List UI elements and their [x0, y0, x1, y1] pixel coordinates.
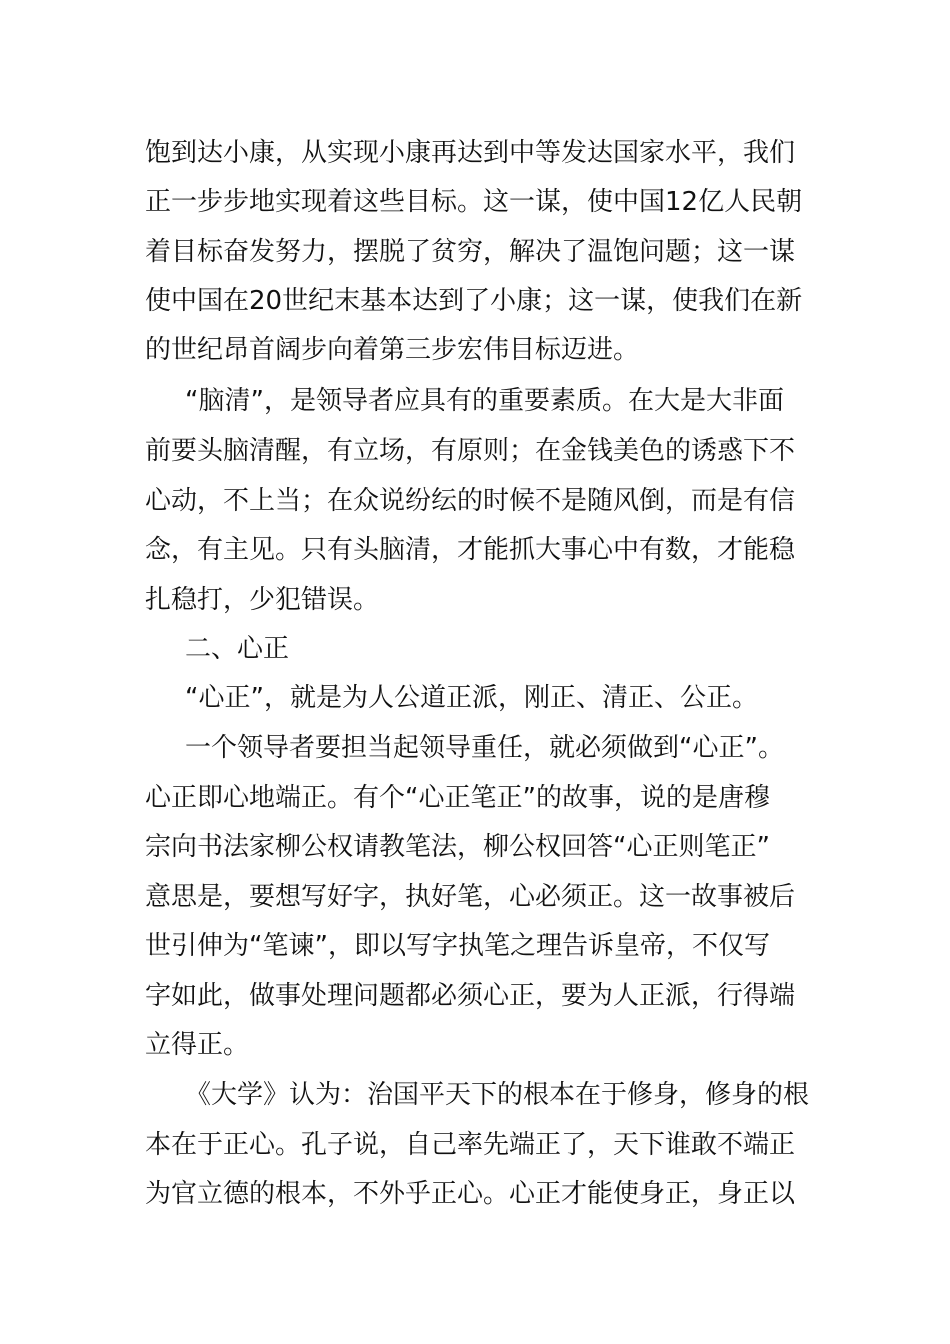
text-line: 为官立德的根本，不外乎正心。心正才能使身正，身正以	[145, 1179, 796, 1209]
text-line: 的世纪昂首阔步向着第三步宏伟目标迈进。	[145, 335, 640, 365]
paragraph-start-line: 《大学》认为：治国平天下的根本在于修身，修身的根	[185, 1080, 810, 1110]
text-line: 意思是，要想写好字，执好笔，心必须正。这一故事被后	[145, 882, 796, 912]
text-line: 心动，不上当；在众说纷纭的时候不是随风倒，而是有信	[145, 486, 796, 516]
text-line: 前要头脑清醒，有立场，有原则；在金钱美色的诱惑下不	[145, 436, 796, 466]
text-line: 字如此，做事处理问题都必须心正，要为人正派，行得端	[145, 981, 796, 1011]
text-line: 扎稳打，少犯错误。	[145, 585, 380, 615]
text-line: 心正即心地端正。有个“心正笔正”的故事，说的是唐穆	[145, 783, 770, 813]
text-line: 着目标奋发努力，摆脱了贫穷，解决了温饱问题；这一谋	[145, 237, 796, 267]
text-line: 立得正。	[145, 1030, 250, 1060]
text-line: 念，有主见。只有头脑清，才能抓大事心中有数，才能稳	[145, 535, 796, 565]
text-line: 饱到达小康，从实现小康再达到中等发达国家水平，我们	[145, 138, 796, 168]
text-line: 宗向书法家柳公权请教笔法，柳公权回答“心正则笔正”	[145, 832, 770, 862]
paragraph-start-line: “心正”，就是为人公道正派，刚正、清正、公正。	[185, 683, 758, 713]
text-line: 正一步步地实现着这些目标。这一谋，使中国12亿人民朝	[145, 187, 803, 217]
section-heading: 二、心正	[185, 634, 290, 664]
text-line: 本在于正心。孔子说，自己率先端正了，天下谁敢不端正	[145, 1130, 796, 1160]
text-line: 世引伸为“笔谏”，即以写字执笔之理告诉皇帝，不仅写	[145, 931, 770, 961]
paragraph-start-line: 一个领导者要担当起领导重任，就必须做到“心正”。	[185, 733, 784, 763]
paragraph-start-line: “脑清”，是领导者应具有的重要素质。在大是大非面	[185, 386, 784, 416]
text-line: 使中国在20世纪末基本达到了小康；这一谋，使我们在新	[145, 286, 803, 316]
